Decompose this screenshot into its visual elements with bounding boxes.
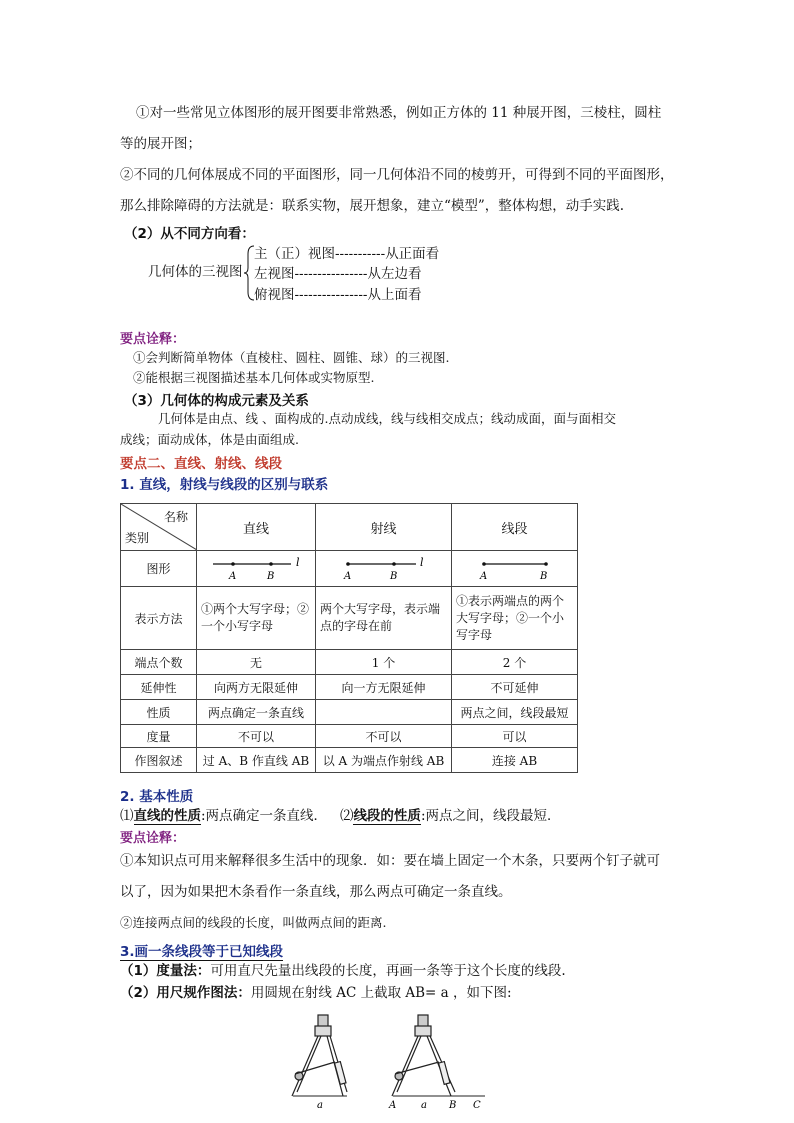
- elements-line-1: 几何体是由点、线 、面构成的.点动成线，线与线相交成点；线动成面，面与面相交: [158, 411, 616, 426]
- table-cell: 不可以: [316, 725, 452, 748]
- note2-line-3: ②连接两点间的线段的长度，叫做两点间的距离.: [120, 915, 387, 930]
- row-label-figure: 图形: [121, 551, 197, 587]
- label-B: B: [449, 1100, 457, 1111]
- method-2-key: （2）用尺规作图法：: [120, 985, 251, 1001]
- table-cell: 两个大写字母，表示端点的字母在前: [316, 587, 452, 650]
- intro-line-4: 那么排除障碍的方法就是：联系实物，展开想象，建立“模型”，整体构想，动手实践.: [120, 198, 625, 214]
- table-row: [121, 748, 578, 773]
- section3-heading: 3.画一条线段等于已知线段: [120, 944, 284, 960]
- table-cell: 两点之间，线段最短: [452, 700, 578, 725]
- table-cell: 以 A 为端点作射线 AB: [316, 748, 452, 773]
- table-cell: 过 A、B 作直线 AB: [197, 748, 316, 773]
- table-cell: ①两个大写字母；②一个小写字母: [197, 587, 316, 650]
- svg-text:A: A: [343, 571, 351, 582]
- view-left: 左视图----------------从左边看: [254, 266, 422, 282]
- table-header-row: [121, 504, 578, 551]
- ray-figure: [318, 551, 450, 583]
- segment-property-key: 线段的性质: [353, 808, 421, 824]
- table-cell: ①表示两端点的两个大写字母；②一个小写字母: [452, 587, 578, 650]
- views-heading: （2）从不同方向看：: [124, 226, 255, 242]
- note2-title: 要点诠释：: [120, 831, 186, 846]
- table-cell: 连接 AB: [452, 748, 578, 773]
- table-cell: 向两方无限延伸: [197, 675, 316, 700]
- figure-ray-cell: [316, 551, 452, 587]
- line-figure: [199, 551, 314, 583]
- elements-heading: （3）几何体的构成元素及关系: [124, 393, 309, 409]
- table-row: [121, 675, 578, 700]
- line-property-key: 直线的性质: [133, 808, 201, 824]
- intro-line-2: 等的展开图；: [120, 136, 201, 152]
- segment-figure: [454, 551, 576, 583]
- label-A: A: [389, 1100, 397, 1111]
- table-cell: 2 个: [452, 650, 578, 675]
- table-cell: 不可以: [197, 725, 316, 748]
- label-a: a: [421, 1100, 427, 1111]
- intro-line-1: ①对一些常见立体图形的展开图要非常熟悉，例如正方体的 11 种展开图，三棱柱，圆柱: [136, 105, 662, 121]
- table-row-figure: [121, 551, 578, 587]
- note1-line-2: ②能根据三视图描述基本几何体或实物原型.: [133, 370, 375, 385]
- svg-text:A: A: [228, 571, 236, 582]
- compass-figure: [285, 1012, 495, 1112]
- views-label: 几何体的三视图: [148, 264, 243, 280]
- figure-segment-cell: [452, 551, 578, 587]
- note1-line-1: ①会判断简单物体（直棱柱、圆柱、圆锥、球）的三视图.: [133, 350, 450, 365]
- table-cell: 两点确定一条直线: [197, 700, 316, 725]
- table-cell: 可以: [452, 725, 578, 748]
- note1-title: 要点诠释：: [120, 332, 186, 347]
- col-header-ray: 射线: [316, 504, 452, 551]
- corner-top-label: 名称: [163, 510, 188, 524]
- view-top: 俯视图----------------从上面看: [254, 287, 422, 303]
- figure-line-cell: [197, 551, 316, 587]
- intro-line-3: ②不同的几何体展成不同的平面图形，同一几何体沿不同的棱剪开，可得到不同的平面图形，: [120, 167, 674, 183]
- svg-text:l: l: [419, 556, 424, 569]
- method-1: （1）度量法：可用直尺先量出线段的长度，再画一条等于这个长度的线段.: [120, 963, 566, 979]
- table-cell: [316, 700, 452, 725]
- table-cell: 不可延伸: [452, 675, 578, 700]
- table-row: [121, 587, 578, 650]
- props-heading: 2. 基本性质: [120, 789, 194, 805]
- col-header-segment: 线段: [452, 504, 578, 551]
- svg-text:B: B: [389, 571, 397, 582]
- table-cell: 向一方无限延伸: [316, 675, 452, 700]
- compass-right: [392, 1015, 455, 1096]
- table-row: [121, 700, 578, 725]
- row-label: 性质: [121, 700, 197, 725]
- col-header-line: 直线: [197, 504, 316, 551]
- props-line: ⑴直线的性质:两点确定一条直线． ⑵线段的性质:两点之间，线段最短．: [120, 808, 561, 824]
- row-label: 延伸性: [121, 675, 197, 700]
- note2-line-1: ①本知识点可用来解释很多生活中的现象．如：要在墙上固定一个木条，只要两个钉子就可: [120, 853, 660, 869]
- elements-line-2: 成线；面动成体，体是由面组成.: [120, 432, 299, 447]
- svg-text:B: B: [266, 571, 274, 582]
- corner-bottom-label: 类别: [125, 531, 150, 545]
- table-row: [121, 725, 578, 748]
- compass-left: [292, 1015, 347, 1096]
- row-label: 端点个数: [121, 650, 197, 675]
- comparison-table: [120, 503, 578, 773]
- method-2: （2）用尺规作图法：用圆规在射线 AC 上截取 AB= a ，如下图:: [120, 985, 512, 1001]
- view-front: 主（正）视图-----------从正面看: [254, 246, 440, 262]
- table-cell: 无: [197, 650, 316, 675]
- row-label: 作图叙述: [121, 748, 197, 773]
- svg-text:B: B: [539, 571, 547, 582]
- row-label: 度量: [121, 725, 197, 748]
- table-row: [121, 650, 578, 675]
- label-C: C: [473, 1100, 481, 1111]
- row-label: 表示方法: [121, 587, 197, 650]
- method-1-key: （1）度量法：: [120, 963, 211, 979]
- svg-text:A: A: [479, 571, 487, 582]
- note2-line-2: 以了，因为如果把木条看作一条直线，那么两点可确定一条直线。: [120, 884, 512, 900]
- left-segment-label: a: [317, 1100, 323, 1111]
- section2-title: 要点二、直线、射线、线段: [120, 456, 282, 472]
- table-corner-cell: [121, 504, 197, 551]
- table-cell: 1 个: [316, 650, 452, 675]
- section2-subtitle: 1. 直线，射线与线段的区别与联系: [120, 477, 329, 493]
- svg-text:l: l: [295, 556, 300, 569]
